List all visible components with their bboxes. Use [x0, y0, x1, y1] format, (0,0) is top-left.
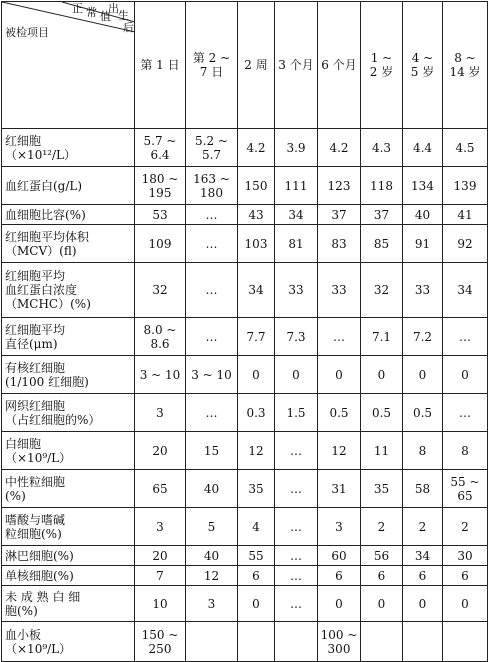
table-cell	[361, 622, 403, 662]
corner-char: 正	[72, 2, 83, 15]
table-cell: 7.1	[361, 318, 403, 356]
table-cell: 2	[403, 508, 443, 546]
row-header-label: 被检项目	[5, 26, 49, 39]
table-cell: 31	[318, 470, 361, 508]
table-cell: 53	[135, 205, 186, 225]
corner-char: 值	[100, 10, 111, 23]
table-cell: 91	[403, 225, 443, 263]
table-cell	[403, 622, 443, 662]
table-cell: 118	[361, 167, 403, 205]
table-cell: …	[275, 432, 318, 470]
table-cell: 3	[135, 394, 186, 432]
table-cell: …	[275, 546, 318, 566]
header-row	[2, 2, 488, 129]
table-cell: 7.3	[275, 318, 318, 356]
table-cell: 7.7	[238, 318, 275, 356]
column-header: 8 ~ 14 岁	[443, 2, 488, 129]
row-label: 未 成 熟 白 细 胞(%)	[2, 586, 135, 622]
table-cell: 3	[135, 508, 186, 546]
table-cell: 34	[443, 263, 488, 318]
table-cell: …	[275, 566, 318, 586]
table-cell: 83	[318, 225, 361, 263]
table-cell: …	[275, 470, 318, 508]
table-cell: 5.2 ~ 5.7	[186, 129, 238, 167]
table-cell: 0	[403, 586, 443, 622]
row-label: 红细胞平均 血红蛋白浓度 （MCHC）(%)	[2, 263, 135, 318]
table-cell: …	[318, 318, 361, 356]
table-cell: 35	[361, 470, 403, 508]
row-label: 嗜酸与嗜碱 粒细胞(%)	[2, 508, 135, 546]
table-cell: 37	[361, 205, 403, 225]
table-cell: 5.7 ~ 6.4	[135, 129, 186, 167]
column-header: 第 1 日	[135, 2, 186, 129]
table-cell: 58	[403, 470, 443, 508]
table-cell: …	[186, 205, 238, 225]
table-cell: 0	[443, 356, 488, 394]
column-header: 2 周	[238, 2, 275, 129]
table-cell: 0.3	[238, 394, 275, 432]
table-cell: 37	[318, 205, 361, 225]
table-cell: 4.5	[443, 129, 488, 167]
table-cell: 0	[275, 356, 318, 394]
row-label: 红细胞平均体积 （MCV）(fl)	[2, 225, 135, 263]
table-cell: 12	[238, 432, 275, 470]
table-cell: …	[275, 586, 318, 622]
table-body	[2, 129, 488, 662]
row-label: 网织红细胞 （占红细胞的%）	[2, 394, 135, 432]
table-cell: 0	[238, 586, 275, 622]
row-label: 单核细胞(%)	[2, 566, 135, 586]
table-cell: 41	[443, 205, 488, 225]
table-row	[2, 263, 488, 318]
table-row	[2, 225, 488, 263]
table-cell: 150 ~ 250	[135, 622, 186, 662]
table-row	[2, 167, 488, 205]
table-cell: 109	[135, 225, 186, 263]
table-row	[2, 356, 488, 394]
table-cell: 3.9	[275, 129, 318, 167]
table-cell	[186, 622, 238, 662]
table-row	[2, 432, 488, 470]
table-cell: 2	[361, 508, 403, 546]
table-cell: 55	[238, 546, 275, 566]
table-cell: 4.4	[403, 129, 443, 167]
table-cell: 30	[443, 546, 488, 566]
corner-char: 常	[86, 6, 97, 19]
blood-values-table	[1, 1, 488, 662]
table-row	[2, 622, 488, 662]
table-cell: 0	[318, 586, 361, 622]
table-cell: 8	[443, 432, 488, 470]
table-cell: 20	[135, 546, 186, 566]
table-cell: 4	[238, 508, 275, 546]
table-cell: 33	[318, 263, 361, 318]
table-cell: 6	[443, 566, 488, 586]
row-label: 有核红细胞 (1/100 红细胞)	[2, 356, 135, 394]
table-cell: 0	[403, 356, 443, 394]
table-cell: 5	[186, 508, 238, 546]
table-cell: 55 ~ 65	[443, 470, 488, 508]
table-cell: 34	[403, 546, 443, 566]
corner-char: 后	[123, 21, 134, 34]
table-row	[2, 129, 488, 167]
table-cell: …	[186, 318, 238, 356]
row-label: 中性粒细胞 (%)	[2, 470, 135, 508]
table-cell: …	[186, 394, 238, 432]
table-cell: 12	[186, 566, 238, 586]
table-cell: 43	[238, 205, 275, 225]
table-cell: 11	[361, 432, 403, 470]
corner-char: 生	[118, 9, 129, 22]
table-cell: 8.0 ~ 8.6	[135, 318, 186, 356]
table-cell: 4.3	[361, 129, 403, 167]
table-cell: 60	[318, 546, 361, 566]
table-cell: 100 ~ 300	[318, 622, 361, 662]
table-cell: 0	[361, 586, 403, 622]
table-cell: 103	[238, 225, 275, 263]
corner-char: 出	[108, 2, 119, 15]
column-header: 6 个月	[318, 2, 361, 129]
table-cell: …	[186, 225, 238, 263]
table-cell: 32	[135, 263, 186, 318]
table-cell: 180 ~ 195	[135, 167, 186, 205]
table-cell	[443, 622, 488, 662]
table-cell: 6	[238, 566, 275, 586]
table-row	[2, 470, 488, 508]
table-cell: 3 ~ 10	[186, 356, 238, 394]
table-cell: 33	[275, 263, 318, 318]
table-cell: …	[443, 394, 488, 432]
table-cell: 40	[186, 546, 238, 566]
row-label: 血细胞比容(%)	[2, 205, 135, 225]
column-header: 4 ~ 5 岁	[403, 2, 443, 129]
row-label: 血小板 （×10⁹/L）	[2, 622, 135, 662]
table-cell: 85	[361, 225, 403, 263]
table-row	[2, 205, 488, 225]
table-cell: …	[443, 318, 488, 356]
row-label: 白细胞 （×10⁹/L）	[2, 432, 135, 470]
table-cell: 40	[403, 205, 443, 225]
table-cell: 3	[318, 508, 361, 546]
table-cell: 10	[135, 586, 186, 622]
table-cell: 150	[238, 167, 275, 205]
table-cell: 0.5	[318, 394, 361, 432]
row-label: 淋巴细胞(%)	[2, 546, 135, 566]
table-cell: 4.2	[238, 129, 275, 167]
table-cell: 6	[361, 566, 403, 586]
table-row	[2, 318, 488, 356]
table-cell: 0	[238, 356, 275, 394]
table-cell: 0	[361, 356, 403, 394]
table-cell: 6	[403, 566, 443, 586]
table-cell: …	[186, 263, 238, 318]
table-cell: 12	[318, 432, 361, 470]
row-label: 红细胞 （×10¹²/L）	[2, 129, 135, 167]
table-cell: 0.5	[361, 394, 403, 432]
table-cell: 139	[443, 167, 488, 205]
column-header: 1 ~ 2 岁	[361, 2, 403, 129]
table-cell: 20	[135, 432, 186, 470]
table-row	[2, 586, 488, 622]
table-cell: 32	[361, 263, 403, 318]
table-cell: …	[275, 508, 318, 546]
row-label: 红细胞平均 直径(μm)	[2, 318, 135, 356]
table-cell: 123	[318, 167, 361, 205]
table-cell: 15	[186, 432, 238, 470]
table-cell: 134	[403, 167, 443, 205]
column-header: 3 个月	[275, 2, 318, 129]
table-cell: 35	[238, 470, 275, 508]
table-cell: 4.2	[318, 129, 361, 167]
table-row	[2, 394, 488, 432]
table-cell: 40	[186, 470, 238, 508]
table-cell: 34	[275, 205, 318, 225]
corner-header-cell	[2, 2, 135, 129]
table-cell	[238, 622, 275, 662]
table-cell: 0	[318, 356, 361, 394]
table-cell: 0	[443, 586, 488, 622]
table-row	[2, 566, 488, 586]
table-cell: 2	[443, 508, 488, 546]
table-row	[2, 546, 488, 566]
table-cell: 6	[318, 566, 361, 586]
table-cell: 56	[361, 546, 403, 566]
table-cell: 81	[275, 225, 318, 263]
table-cell: 1.5	[275, 394, 318, 432]
table-cell: 111	[275, 167, 318, 205]
table-cell	[275, 622, 318, 662]
table-cell: 3	[186, 586, 238, 622]
table-cell: 92	[443, 225, 488, 263]
column-header: 第 2 ~ 7 日	[186, 2, 238, 129]
row-label: 血红蛋白(g/L)	[2, 167, 135, 205]
table-cell: 65	[135, 470, 186, 508]
table-cell: 3 ~ 10	[135, 356, 186, 394]
table-cell: 7	[135, 566, 186, 586]
table-row	[2, 508, 488, 546]
table-cell: 33	[403, 263, 443, 318]
table-cell: 0.5	[403, 394, 443, 432]
table-cell: 8	[403, 432, 443, 470]
table-cell: 163 ~ 180	[186, 167, 238, 205]
table-cell: 7.2	[403, 318, 443, 356]
table-cell: 34	[238, 263, 275, 318]
